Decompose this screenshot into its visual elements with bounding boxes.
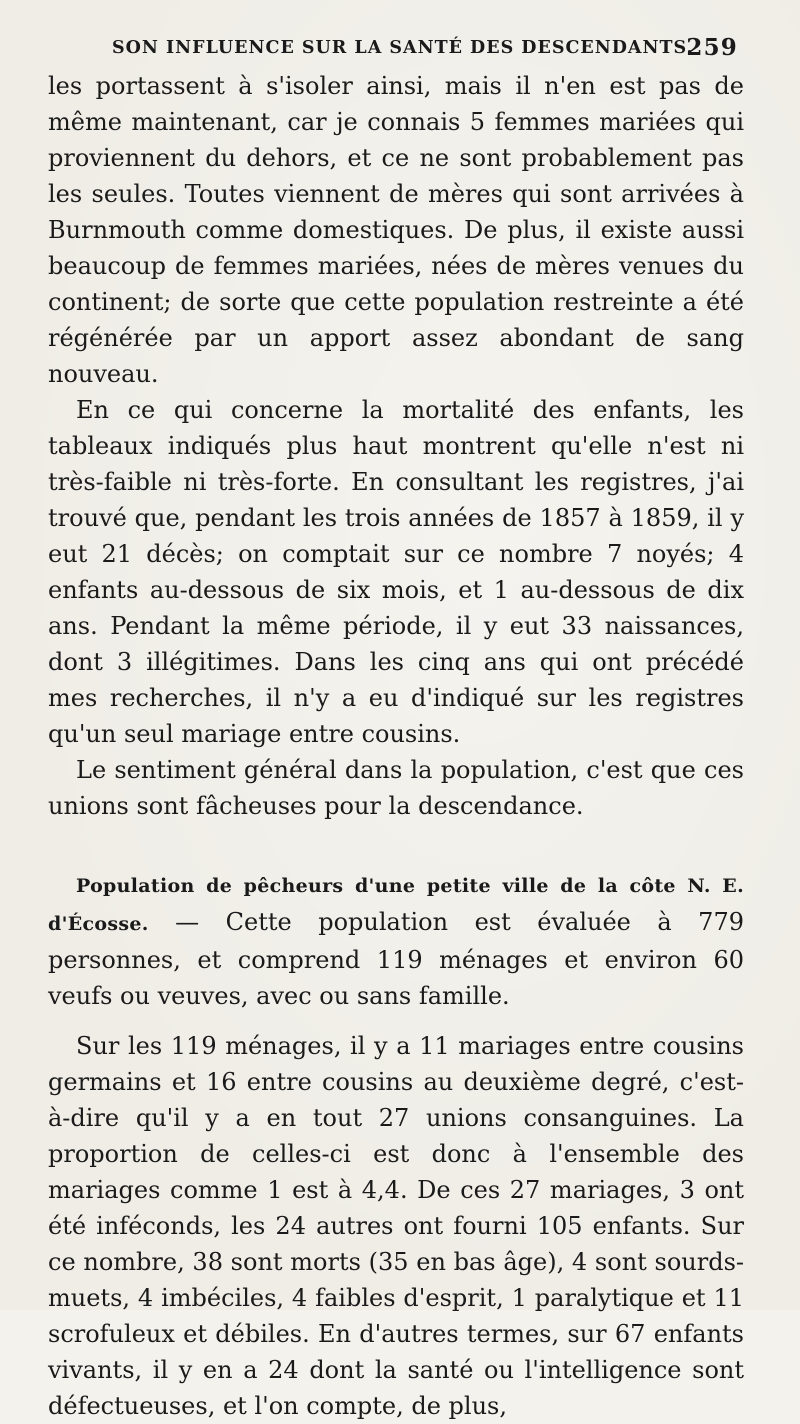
section-heading: Population de pêcheurs d'une petite ville de la côte N. E. d'Écosse.: [48, 875, 744, 935]
running-head: [48, 28, 744, 68]
page-text-block: [48, 28, 744, 1424]
paragraph-mortality: En ce qui concerne la mortalité des enfants, les tableaux indiqués plus haut montrent qu'elle n'est ni très-faible ni très-forte. En consultant les registres, j'ai trouvé que, pendant les trois années de 1857 à 1859, il y eut 21 décès; on comptait sur ce nombre 7 noyés; 4 enfants au-dessous de six mois, et 1 au-dessous de dix ans. Pendant la même période, il y eut 33 naissances, dont 3 illégitimes. Dans les cinq ans qui ont précédé mes recherches, il n'y a eu d'indiqué sur les registres qu'un seul mariage entre cousins.: [48, 396, 744, 748]
section-intro-paragraph: [48, 866, 744, 1014]
paragraph-continuation: les portassent à s'isoler ainsi, mais il n'en est pas de même maintenant, car je connais 5 femmes mariées qui proviennent du dehors, et ce ne sont probablement pas les seules. Toutes viennent de mères qui sont arrivées à Burnmouth comme domestiques. De plus, il existe aussi beaucoup de femmes mariées, nées de mères venues du continent; de sorte que cette population restreinte a été régénérée par un apport assez abondant de sang nouveau.: [48, 72, 744, 388]
paragraph-spacer: [48, 1014, 744, 1028]
paragraph-sentiment: Le sentiment général dans la population, c'est que ces unions sont fâcheuses pour la descendance.: [48, 756, 744, 820]
page-number: 259: [686, 34, 738, 61]
section-spacer: [48, 824, 744, 866]
paragraph-menages: Sur les 119 ménages, il y a 11 mariages entre cousins germains et 16 entre cousins au deuxième degré, c'est-à-dire qu'il y a en tout 27 unions consanguines. La proportion de celles-ci est donc à l'ensemble des mariages comme 1 est à 4,4. De ces 27 mariages, 3 ont été inféconds, les 24 autres ont fourni 105 enfants. Sur ce nombre, 38 sont morts (35 en bas âge), 4 sont sourds-muets, 4 imbéciles, 4 faibles d'esprit, 1 paralytique et 11 scrofuleux et débiles. En d'autres termes, sur 67 enfants vivants, il y en a 24 dont la santé ou l'intelligence sont défectueuses, et l'on compte, de plus,: [48, 1032, 744, 1420]
running-title: SON INFLUENCE SUR LA SANTÉ DES DESCENDANTS.: [112, 38, 694, 58]
section-heading-tail: — Cette population est évaluée à 779 personnes, et comprend 119 ménages et environ 60 veufs ou veuves, avec ou sans famille.: [48, 908, 744, 1010]
